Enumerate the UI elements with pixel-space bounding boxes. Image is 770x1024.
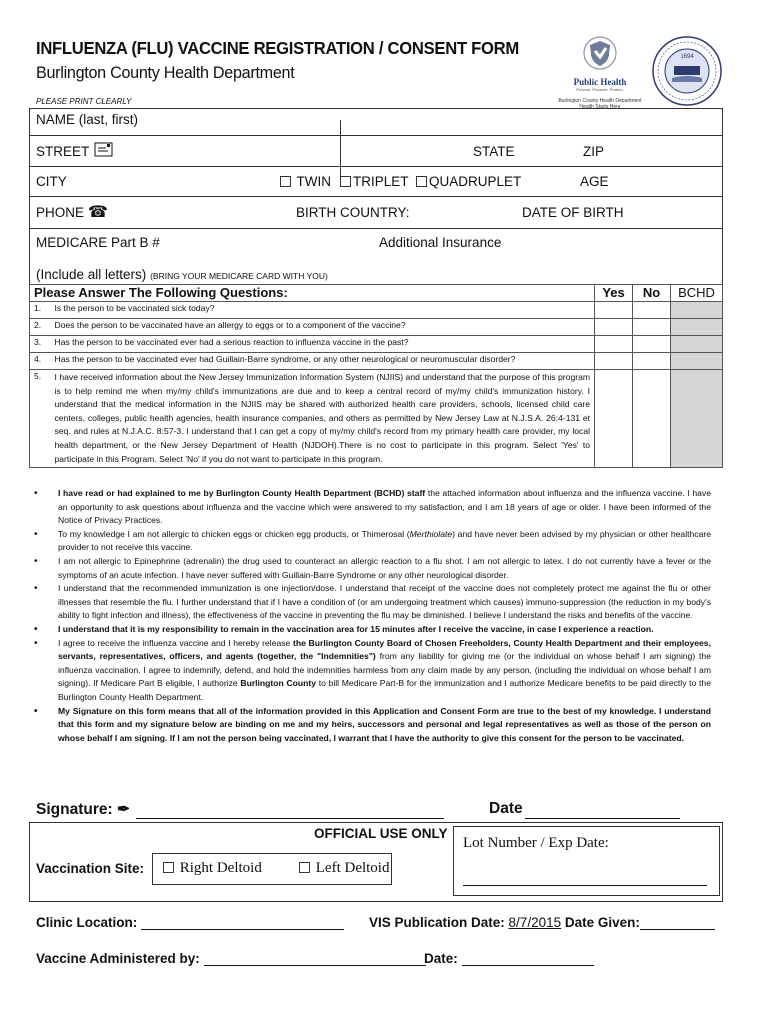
print-clearly-note: PLEASE PRINT CLEARLY	[36, 97, 132, 106]
form-header	[36, 38, 556, 83]
consent-statement	[31, 528, 711, 555]
name-label: NAME (last, first)	[36, 112, 139, 127]
personal-info-section	[29, 108, 723, 285]
no-cell[interactable]	[633, 302, 671, 319]
quadruplet-checkbox[interactable]	[416, 176, 427, 187]
medicare-divider	[340, 120, 341, 177]
quadruplet-option[interactable]	[416, 174, 521, 189]
administered-by-line[interactable]	[204, 965, 426, 966]
twin-checkbox[interactable]	[280, 176, 291, 187]
street-row[interactable]	[30, 136, 722, 167]
consent-statements	[31, 487, 711, 745]
medicare-row[interactable]	[30, 229, 722, 286]
triplet-checkbox[interactable]	[340, 176, 351, 187]
bchd-header: BCHD	[670, 285, 722, 302]
clinic-location-field[interactable]	[36, 915, 344, 930]
consent-statement: • I understand that the recommended immunization is one injection/dose. I understand that receipt of the vaccine does not completely protect me against the flu or other illnesses that resemble the flu. I further understand that if I have a condition of (or am undergoing treatment which causes) immuno-suppression (the reduction in my body's ability to fight infection and illness), the effectiveness of the vaccine in preventing the flu may be diminished. I believe I understand the risks and benefits of the vaccine.	[31, 582, 711, 623]
public-health-subtitle: Burlington County Health Department Health Starts Here	[558, 98, 642, 110]
consent-statement	[31, 637, 711, 705]
statement-text: to bill Medicare Part-B for the immunization and I authorize Medicare benefits to be paid directly to the Burlington County Health Department.	[58, 678, 711, 702]
statement-text: I agree to receive the influenza vaccine and I hereby release	[58, 637, 293, 648]
bchd-cell	[670, 353, 722, 370]
bchd-cell	[670, 302, 722, 319]
triplet-label: TRIPLET	[353, 174, 409, 189]
county-seal-icon	[652, 36, 722, 106]
right-deltoid-label: Right Deltoid	[179, 860, 262, 876]
department-name: Burlington County Health Department	[36, 63, 295, 82]
state-label: STATE	[473, 144, 515, 159]
medicare-label: MEDICARE Part B #	[36, 235, 160, 250]
date-given-line[interactable]	[640, 929, 715, 930]
administered-date-field[interactable]	[424, 951, 594, 966]
statement-bold: I have read or had explained to me by Burlington County Health Department (BCHD) staff	[58, 488, 426, 498]
phone-row[interactable]	[30, 197, 722, 229]
quadruplet-label: QUADRUPLET	[429, 174, 522, 189]
left-deltoid-label: Left Deltoid	[315, 860, 390, 876]
statement-bold: the Burlington County Board of Chosen Freeholders, County Health Department and their employees, servants, representatives, officers, and agents (together, the "Indemnities")	[58, 637, 711, 662]
pen-icon: ✒	[116, 801, 130, 818]
signature-field[interactable]	[136, 818, 444, 819]
question-number: 4.	[30, 353, 51, 370]
question-number: 2.	[30, 319, 51, 336]
public-health-tagline: Prevent. Promote. Protect.	[576, 87, 624, 92]
bchd-cell	[670, 336, 722, 353]
yes-cell[interactable]	[595, 302, 633, 319]
yes-header: Yes	[595, 285, 633, 302]
include-letters-text: (Include all letters)	[36, 267, 147, 282]
clinic-location-label: Clinic Location:	[36, 915, 138, 930]
lot-number-box[interactable]	[453, 826, 720, 896]
administered-date-line[interactable]	[462, 965, 594, 966]
triplet-option[interactable]	[340, 174, 409, 189]
date-label: Date	[489, 800, 523, 817]
consent-statement: • I am not allergic to Epinephrine (adrenalin) the drug used to counteract an allergic reaction to a flu shot. I am not allergic to latex. I do not currently have a fever or the symptoms of an acute infection. I have never suffered with Guillain-Barre Syndrome or any other neurological disorder.	[31, 555, 711, 582]
question-row	[30, 353, 723, 370]
administered-by-label: Vaccine Administered by:	[36, 951, 200, 966]
house-icon	[94, 140, 114, 161]
lot-number-line[interactable]	[463, 885, 707, 886]
seal-year: 1694	[680, 54, 694, 60]
statement-text: To my knowledge I am not allergic to chicken eggs or chicken egg products, or Thimerosal (	[58, 528, 410, 539]
no-cell[interactable]	[633, 370, 671, 468]
question-number: 3.	[30, 336, 51, 353]
question-text: I have received information about the New Jersey Immunization Information System (NJIIS) and understand that the purpose of this program is to help remind me when my/my child's immunizations are due and to keep a central record of my/my child's immunization history. I understand that the medical information in the NJIIS may be shared with authorized health care providers, schools, licensed child care centers, colleges, public health agencies, health insurance companies, and others as permitted by New Jersey Law at N.J.S.A. 26:4-131 et seq. and rules at N.J.A.C. 8:57-3. I understand that I can get a copy of my/my child's record from my primary health care provider, my local health department, or the New Jersey Department of Health (NJDOH).There is no cost to participate in this program. Select 'Yes' to participate in this Program. Select 'No' if you do not want to participate in this program.	[50, 370, 594, 468]
question-text: Has the person to be vaccinated ever had Guillain-Barre syndrome, or any other neurological or neuromuscular disorder?	[50, 353, 594, 370]
zip-label: ZIP	[583, 144, 605, 159]
bchd-cell	[670, 370, 722, 468]
question-row	[30, 302, 723, 319]
vis-publication-label: VIS Publication Date:	[369, 915, 505, 930]
question-row	[30, 336, 723, 353]
yes-cell[interactable]	[595, 353, 633, 370]
include-letters-label	[36, 267, 328, 282]
signature-label-text: Signature:	[36, 801, 113, 818]
street-label: STREET	[36, 144, 90, 159]
no-cell[interactable]	[633, 336, 671, 353]
signature-date-field[interactable]	[525, 818, 680, 819]
vis-publication-date: 8/7/2015	[508, 915, 562, 930]
question-row	[30, 370, 723, 468]
official-use-section	[29, 822, 723, 902]
city-label: CITY	[36, 174, 67, 189]
age-label: AGE	[580, 174, 609, 189]
yes-cell[interactable]	[595, 336, 633, 353]
vis-publication-field	[369, 915, 715, 930]
question-row	[30, 319, 723, 336]
twin-label: TWIN	[296, 174, 332, 189]
bchd-cell	[670, 319, 722, 336]
official-use-title: OFFICIAL USE ONLY	[314, 826, 448, 841]
name-row[interactable]	[30, 109, 722, 136]
bring-card-note: (BRING YOUR MEDICARE CARD WITH YOU)	[150, 271, 328, 281]
consent-statement: • I understand that it is my responsibility to remain in the vaccination area for 15 minutes after I receive the vaccine, in case I experience a reaction.	[31, 623, 711, 637]
shield-icon	[583, 36, 617, 70]
question-number: 5.	[30, 370, 51, 468]
question-text: Is the person to be vaccinated sick today?	[50, 302, 594, 319]
administered-date-label: Date:	[424, 951, 458, 966]
statement-text: from any liability for giving me (or the individual on whose behalf I am signing) the influenza vaccination. I agree to indemnify, defend, and hold the indemnities harmless from any claim made by any person, (including the individual on whose behalf I am signing). If Medicare Part B eligible, I authorize	[58, 651, 711, 689]
statement-text: the attached information about influenza and the influenza vaccine. I have an opportunity to ask questions about influenza and the vaccine which were answered to my satisfaction, and I am 18 years of age or older. I have been informed of the Notice of Privacy Practices.	[58, 488, 711, 526]
question-number: 1.	[30, 302, 51, 319]
public-health-name: Public Health	[573, 77, 627, 87]
date-given-label: Date Given:	[564, 915, 640, 930]
statement-italic: Merthiolate	[409, 528, 453, 539]
consent-statement: • My Signature on this form means that all of the information provided in this Application and Consent Form are true to the best of my knowledge. I understand that this form and my signature below are binding on me and my heirs, successors and personal and legal representatives as well as those of the person on whose behalf I am signing. If I am not the person being vaccinated, I warrant that I have the authority to give this consent for the person to be vaccinated.	[31, 705, 711, 746]
left-deltoid-checkbox[interactable]	[299, 862, 310, 873]
phone-label: PHONE	[36, 205, 85, 220]
questions-heading: Please Answer The Following Questions:	[30, 285, 595, 302]
question-text: Does the person to be vaccinated have an allergy to eggs or to a component of the vaccine?	[50, 319, 594, 336]
right-deltoid-checkbox[interactable]	[163, 862, 174, 873]
question-text: Has the person to be vaccinated ever had a serious reaction to influenza vaccine in the past?	[50, 336, 594, 353]
twin-option[interactable]	[280, 174, 331, 189]
left-deltoid-option[interactable]	[299, 860, 389, 877]
telephone-icon: ☎	[88, 204, 108, 221]
form-title: INFLUENZA (FLU) VACCINE REGISTRATION / CONSENT FORM	[36, 38, 519, 58]
birth-country-label: BIRTH COUNTRY:	[296, 205, 410, 220]
lot-number-label: Lot Number / Exp Date:	[463, 835, 609, 851]
dob-label: DATE OF BIRTH	[522, 205, 624, 220]
no-header: No	[633, 285, 671, 302]
public-health-logo	[552, 36, 648, 110]
questions-table	[29, 284, 723, 468]
consent-statement	[31, 487, 711, 528]
additional-insurance-label: Additional Insurance	[379, 235, 502, 250]
statement-bold: Burlington County	[240, 678, 317, 689]
signature-label	[36, 800, 130, 819]
no-cell[interactable]	[633, 319, 671, 336]
administered-by-field[interactable]	[36, 951, 426, 966]
deltoid-options	[152, 853, 392, 885]
clinic-location-line[interactable]	[141, 929, 344, 930]
vaccination-site-label: Vaccination Site:	[36, 861, 145, 876]
no-cell[interactable]	[633, 353, 671, 370]
yes-cell[interactable]	[595, 370, 633, 468]
city-row[interactable]	[30, 167, 722, 197]
right-deltoid-option[interactable]	[163, 860, 262, 877]
yes-cell[interactable]	[595, 319, 633, 336]
statement-text: ) and have never been advised by my physician or other healthcare provider to not receive this vaccine.	[58, 528, 711, 553]
